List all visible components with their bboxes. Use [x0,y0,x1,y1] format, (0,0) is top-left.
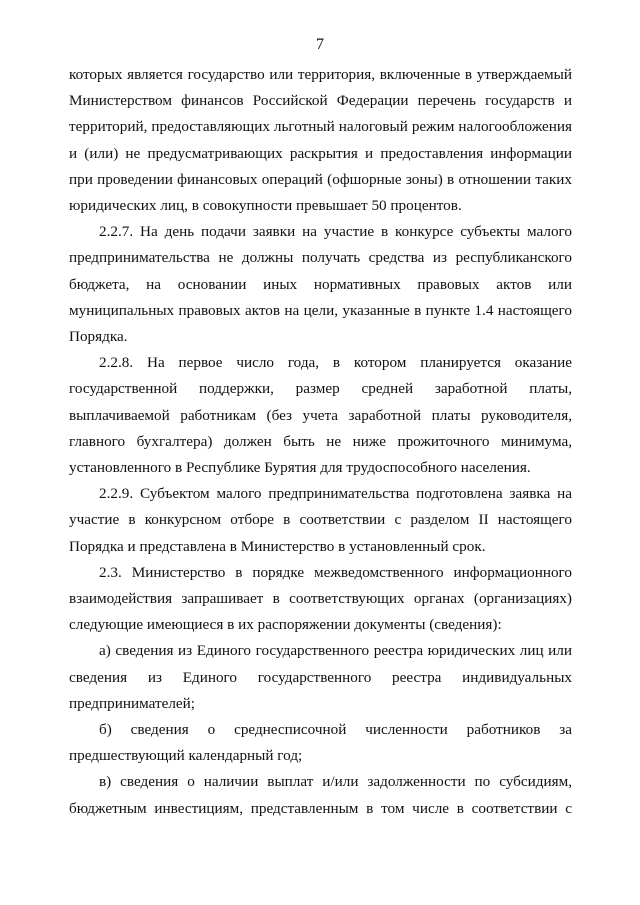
text-line: бюджета, на основании иных нормативных правовых актов или [69,275,572,293]
text-line: 2.2.8. На первое число года, в котором планируется оказание [99,354,572,372]
text-line: а) сведения из Единого государственного реестра юридических лиц или [99,642,572,660]
text-line: предпринимательства не должны получать средства из республиканского [69,249,572,267]
text-line: муниципальных правовых актов на цели, указанные в пункте 1.4 настоящего [69,301,572,319]
page-number: 7 [316,36,324,53]
list-item-v [69,769,572,821]
document-body [69,62,572,822]
text-line: б) сведения о среднесписочной численности работников за [99,721,572,739]
list-item-a [69,638,572,717]
text-line: предшествующий календарный год; [69,747,303,765]
text-line: которых является государство или территория, включенные в утверждаемый [69,66,572,83]
text-line: 2.2.7. На день подачи заявки на участие в конкурсе субъекты малого [99,223,572,241]
paragraph-2-2-7 [69,219,572,350]
text-line: участие в конкурсном отборе в соответствии с разделом II настоящего [69,511,572,529]
text-line: взаимодействия запрашивает в соответствующих органах (организациях) [69,590,572,608]
text-line: установленного в Республике Бурятия для трудоспособного населения. [69,459,531,477]
text-line: Порядка и представлена в Министерство в установленный срок. [69,537,486,555]
text-line: и (или) не предусматривающих раскрытия и предоставления информации [69,144,572,162]
text-line: бюджетным инвестициям, представленным в том числе в соответствии с [69,799,572,817]
text-line: при проведении финансовых операций (офшорные зоны) в отношении таких [69,170,572,188]
text-line: территорий, предоставляющих льготный налоговый режим налогообложения [69,118,572,136]
paragraph-2-2-9 [69,481,572,560]
text-line: государственной поддержки, размер средней заработной платы, [69,380,572,398]
text-line: юридических лиц, в совокупности превышает 50 процентов. [69,197,462,215]
text-line: главного бухгалтера) должен быть не ниже прожиточного минимума, [69,432,572,450]
text-line: 2.2.9. Субъектом малого предпринимательства подготовлена заявка на [99,485,572,503]
text-line: сведения из Единого государственного реестра индивидуальных [69,668,572,686]
text-line: следующие имеющиеся в их распоряжении документы (сведения): [69,616,502,634]
text-line: в) сведения о наличии выплат и/или задолженности по субсидиям, [99,773,572,791]
paragraph [69,62,572,219]
list-item-b [69,717,572,769]
paragraph-2-3 [69,560,572,639]
text-line: Порядка. [69,328,128,346]
text-line: выплачиваемой работникам (без учета заработной платы руководителя, [69,406,572,424]
text-line: 2.3. Министерство в порядке межведомственного информационного [99,563,572,581]
text-line: Министерством финансов Российской Федерации перечень государств и [69,92,572,110]
paragraph-2-2-8 [69,350,572,481]
text-line: предпринимателей; [69,694,195,712]
